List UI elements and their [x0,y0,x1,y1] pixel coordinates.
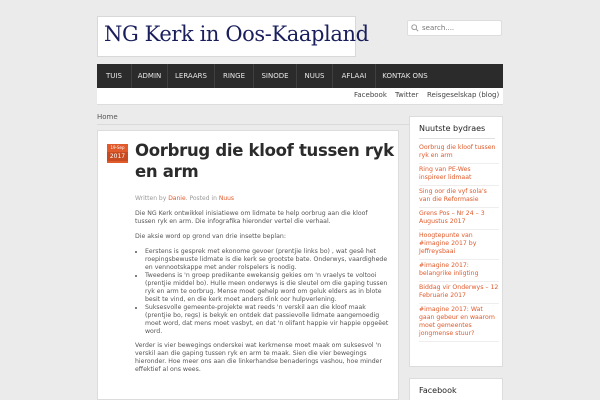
recent-post-link[interactable]: Biddag vir Onderwys – 12 Februarie 2017 [419,282,499,304]
search-input[interactable] [422,22,500,34]
secondary-nav [97,88,503,105]
recent-post-link[interactable]: #imagine 2017: Wat gaan gebeur en waarom moet gemeentes jongmense stuur? [419,304,499,342]
recent-post-link[interactable]: Ring van PE-Wes inspireer lidmaat [419,164,499,186]
nav-item-kontak-ons[interactable]: KONTAK ONS [382,72,428,80]
meta-posted-in: . Posted in [185,195,217,202]
site-logo[interactable] [97,16,369,57]
post-title[interactable]: Oorbrug die kloof tussen ryk en arm [135,141,394,181]
nav-item-ringe[interactable]: RINGE [222,72,245,80]
post-content [135,210,390,381]
site-header [97,16,503,57]
nav-item-aflaai[interactable]: AFLAAI [341,72,367,80]
recent-post-link[interactable]: Hoogtepunte van #imagine 2017 by Jeffreysbaai [419,230,499,260]
meta-written-by: Written by [135,195,167,202]
facebook-widget [409,378,503,400]
list-item: • Suksesvolle gemeente-projekte wat reeds 'n verskil aan die kloof maak (prentjie bo, regs) is bekyk en ontdek dat passievolle lidmate aangemoedig moet word, dat mens moet vasbyt, en dat 'n olifant happie vir happie opgeëet word. [145,304,390,336]
recent-post-link[interactable]: Oorbrug die kloof tussen ryk en arm [419,142,499,164]
recent-posts-list [419,142,499,342]
recent-post-link[interactable]: #imagine 2017: belangrike inligting [419,260,499,282]
breadcrumb[interactable]: Home [97,113,118,121]
nav-item-admin[interactable]: ADMIN [137,72,162,80]
site-title[interactable]: NG Kerk in Oos-Kaapland [104,22,369,46]
search-icon [411,24,419,32]
nav-item-leraars[interactable]: LERAARS [175,72,207,80]
post-bullet-list [145,248,390,336]
search-box[interactable] [407,20,502,36]
article [97,130,399,400]
post-paragraph: Die aksie word op grond van drie insette beplan: [135,233,286,240]
widget-title: Facebook [419,386,457,395]
date-day-month: 19-Sep [110,145,125,150]
post-paragraph: Verder is vier bewegings onderskei wat kerkmense moet maak om suksesvol 'n verskil aan die gaping tussen ryk en arm te maak. Sien die vier bewegings hieronder. Hoe meer ons aan die linkerhandse benaderings vashou, hoe minder effektief al ons wees. [135,342,383,373]
date-badge [107,144,128,163]
primary-nav [97,64,503,88]
recent-post-link[interactable]: Sing oor die vyf sola's van die Reformasie [419,186,499,208]
list-item: • Tweedens is 'n groep predikante ewekansig gekies om 'n vraelys te voltooi (prentjie middel bo). Hulle meen onderwys is die sleutel om die gaping tussen ryk en arm te oorbrug. Mense moet gehelp word om geluk elders as in blote besit te vind, en die kerk moet anders dink oor hulpverlening. [145,272,390,304]
secondary-nav-twitter[interactable]: Twitter [395,91,419,99]
author-link[interactable]: Danie [168,195,186,202]
nav-item-sinode[interactable]: SINODE [261,72,289,80]
widget-title: Nuutste bydraes [419,124,486,133]
secondary-nav-facebook[interactable]: Facebook [354,91,387,99]
post-meta [135,195,234,202]
divider [419,138,495,139]
nav-item-nuus[interactable]: NUUS [304,72,325,80]
nav-item-tuis[interactable]: TUIS [106,72,122,80]
recent-post-link[interactable]: Grens Pos – Nr 24 – 3 Augustus 2017 [419,208,499,230]
list-item: • Eerstens is gesprek met ekonome gevoer (prentjie links bo) , wat gesê het roepingsbewuste lidmate is die kerk se grootste bate. Onderwys, vaardighede en vennootskappe met ander rolspelers is nodig. [145,248,390,272]
date-year: 2017 [107,152,128,161]
post-paragraph: Die NG Kerk ontwikkel inisiatiewe om lidmate te help oorbrug aan die kloof tussen ryk en arm. Die infografika hieronder vertel die verhaal. [135,210,368,225]
recent-posts-widget [409,116,503,367]
secondary-nav-reisgeselskap[interactable]: Reisgeselskap (blog) [427,91,500,99]
category-link[interactable]: Nuus [218,195,235,202]
